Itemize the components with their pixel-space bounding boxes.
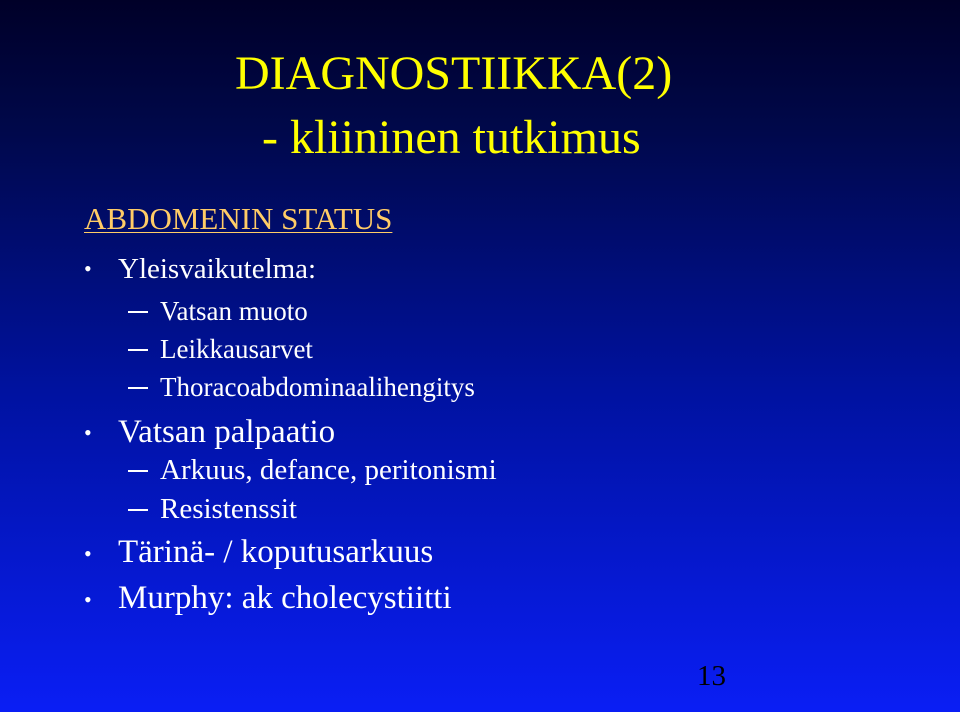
section-heading: ABDOMENIN STATUS <box>84 201 393 236</box>
dash-icon <box>128 470 148 472</box>
list-subitem-text: Resistenssit <box>160 493 297 525</box>
page-number: 13 <box>697 660 726 692</box>
bullet-icon: • <box>84 256 92 281</box>
list-item-text: Vatsan palpaatio <box>118 414 336 450</box>
list-subitem-text: Thoracoabdominaalihengitys <box>160 372 475 402</box>
list-subitem-text: Vatsan muoto <box>160 296 308 326</box>
slide-subtitle: - kliininen tutkimus <box>262 111 641 164</box>
bullet-icon: • <box>84 420 92 445</box>
bullet-icon: • <box>84 587 92 612</box>
list-subitem-text: Arkuus, defance, peritonismi <box>160 454 497 486</box>
dash-icon <box>128 509 148 511</box>
dash-icon <box>128 349 148 351</box>
dash-icon <box>128 311 148 313</box>
bullet-icon: • <box>84 541 92 566</box>
slide-title: DIAGNOSTIIKKA(2) <box>235 47 673 100</box>
list-item-text: Yleisvaikutelma: <box>118 253 317 285</box>
dash-icon <box>128 387 148 389</box>
list-subitem-text: Leikkausarvet <box>160 334 313 364</box>
list-item-text: Murphy: ak cholecystiitti <box>118 580 452 616</box>
list-item-text: Tärinä- / koputusarkuus <box>118 534 434 570</box>
